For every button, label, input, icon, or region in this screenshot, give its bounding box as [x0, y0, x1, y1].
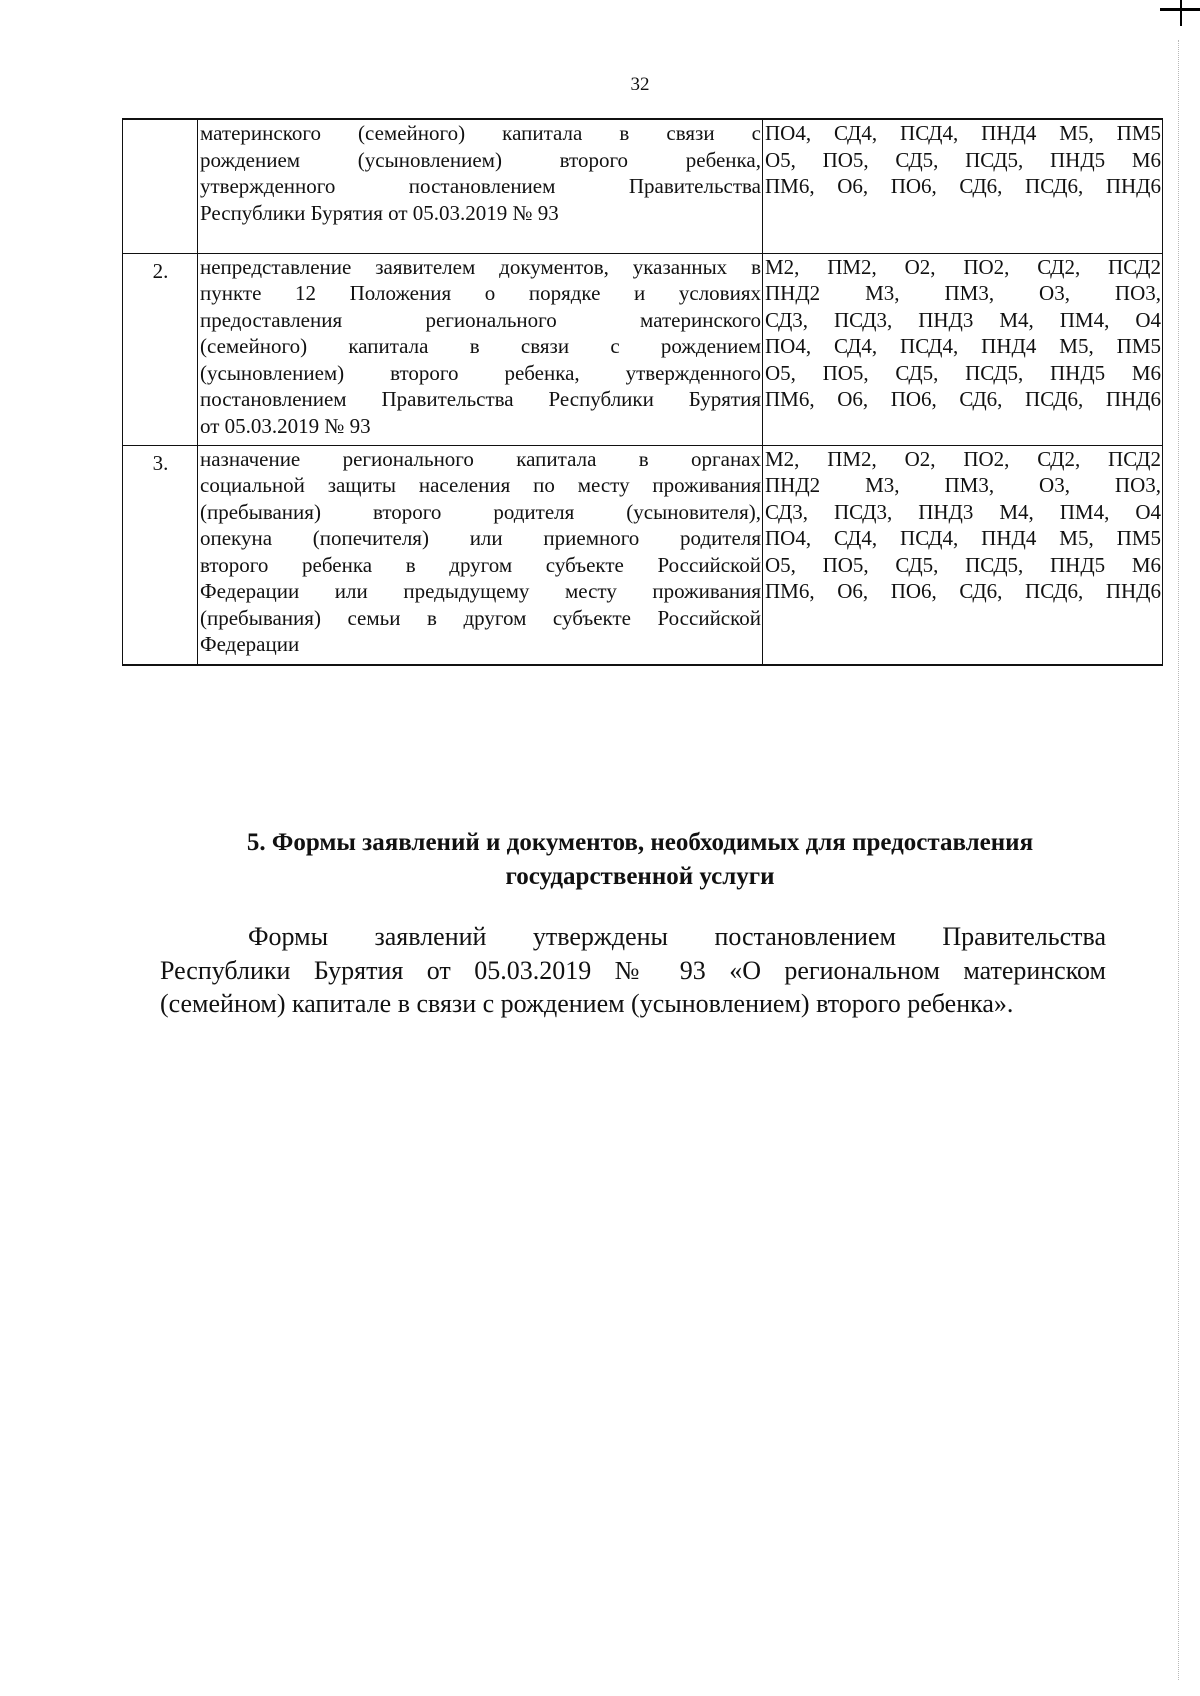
paragraph-line: (семейном) капитале в связи с рождением (усыновлением) второго ребенка».: [160, 989, 1014, 1018]
table-row: [123, 253, 1163, 445]
table-row: [123, 119, 1163, 253]
codes-line: ПО4, СД4, ПСД4, ПНД4 М5, ПМ5: [765, 121, 1161, 145]
description-line: назначение регионального капитала в органах: [200, 446, 761, 471]
scan-edge-mark-vertical: [1180, 0, 1182, 26]
description-line: (пребывания) второго родителя (усыновителя),: [200, 499, 761, 524]
description-line: предоставления регионального материнского: [200, 307, 761, 332]
description-line: непредставление заявителем документов, указанных в: [200, 254, 761, 279]
description-line: социальной защиты населения по месту проживания: [200, 473, 761, 497]
codes-line: ПМ6, О6, ПО6, СД6, ПСД6, ПНД6: [765, 579, 1161, 603]
description-line: рождением (усыновлением) второго ребенка,: [200, 147, 761, 172]
codes-line: ПО4, СД4, ПСД4, ПНД4 М5, ПМ5: [765, 334, 1161, 358]
row-number-cell: 2.: [123, 253, 198, 445]
description-line: (пребывания) семьи в другом субъекте Российской: [200, 605, 761, 630]
reason-description-cell: [198, 253, 763, 445]
section-heading-line-1: 5. Формы заявлений и документов, необходимых для предоставления: [246, 829, 1034, 856]
section-heading-line-2: государственной услуги: [505, 863, 775, 890]
page-number: 32: [630, 74, 650, 95]
section-heading: [130, 826, 1150, 894]
reason-description-cell: [198, 119, 763, 253]
codes-line: СД3, ПСД3, ПНД3 М4, ПМ4, О4: [765, 499, 1161, 524]
paragraph-line: Республики Бурятия от 05.03.2019 № 93 «О региональном материнском: [160, 955, 1106, 985]
row-number-cell: 3.: [123, 445, 198, 665]
description-line: Федерации: [200, 632, 300, 656]
description-line: опекуна (попечителя) или приемного родителя: [200, 526, 761, 550]
codes-line: М2, ПМ2, О2, ПО2, СД2, ПСД2: [765, 446, 1161, 471]
paragraph-line: Формы заявлений утверждены постановлением Правительства: [248, 922, 1106, 951]
description-line: Федерации или предыдущему месту проживания: [200, 579, 761, 603]
codes-line: О5, ПО5, СД5, ПСД5, ПНД5 М6: [765, 552, 1161, 577]
codes-line: О5, ПО5, СД5, ПСД5, ПНД5 М6: [765, 360, 1161, 385]
codes-line: ПМ6, О6, ПО6, СД6, ПСД6, ПНД6: [765, 174, 1161, 198]
codes-line: М2, ПМ2, О2, ПО2, СД2, ПСД2: [765, 254, 1161, 279]
forms-paragraph: [160, 920, 1106, 1021]
description-line: от 05.03.2019 № 93: [200, 413, 371, 438]
scan-edge-dots: [1178, 40, 1179, 1680]
table-body: [123, 119, 1163, 665]
description-line: Республики Бурятия от 05.03.2019 № 93: [200, 200, 559, 225]
codes-cell: [763, 445, 1163, 665]
codes-line: ПНД2 М3, ПМ3, О3, ПО3,: [765, 281, 1161, 305]
description-line: (усыновлением) второго ребенка, утвержденного: [200, 360, 761, 385]
description-line: второго ребенка в другом субъекте Российской: [200, 552, 761, 577]
codes-line: СД3, ПСД3, ПНД3 М4, ПМ4, О4: [765, 307, 1161, 332]
codes-cell: [763, 119, 1163, 253]
description-line: утвержденного постановлением Правительства: [200, 174, 761, 198]
description-line: материнского (семейного) капитала в связи с: [200, 121, 761, 145]
description-line: постановлением Правительства Республики Бурятия: [200, 387, 761, 411]
codes-line: О5, ПО5, СД5, ПСД5, ПНД5 М6: [765, 147, 1161, 172]
description-line: (семейного) капитала в связи с рождением: [200, 334, 761, 358]
reasons-table: [122, 118, 1163, 666]
codes-line: ПО4, СД4, ПСД4, ПНД4 М5, ПМ5: [765, 526, 1161, 550]
row-number-cell: [123, 119, 198, 253]
reason-description-cell: [198, 445, 763, 665]
codes-cell: [763, 253, 1163, 445]
codes-line: ПНД2 М3, ПМ3, О3, ПО3,: [765, 473, 1161, 497]
description-line: пункте 12 Положения о порядке и условиях: [200, 281, 761, 305]
codes-line: ПМ6, О6, ПО6, СД6, ПСД6, ПНД6: [765, 387, 1161, 411]
table-row: [123, 445, 1163, 665]
